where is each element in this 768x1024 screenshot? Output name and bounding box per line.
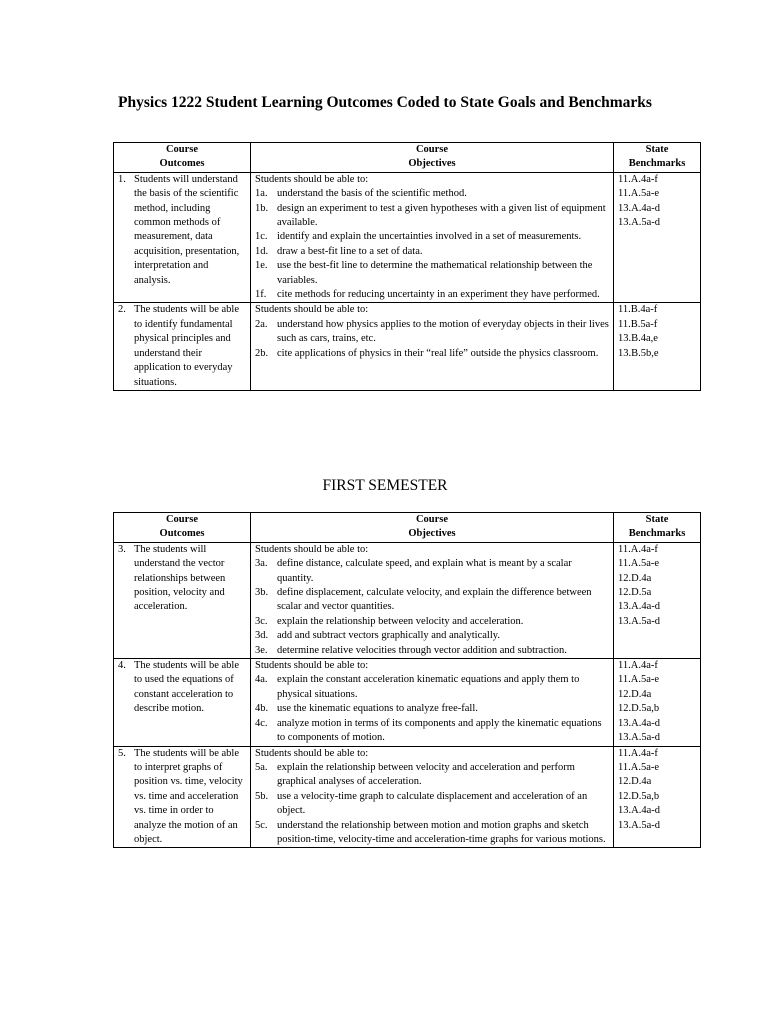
objective-text: define distance, calculate speed, and explain what is meant by a scalar quantity.	[277, 558, 572, 584]
objectives-cell	[251, 172, 614, 303]
benchmark-code: 13.B.4a,e	[618, 333, 658, 345]
objective-item	[255, 790, 609, 819]
benchmark-code: 13.A.5a-d	[618, 819, 660, 831]
objective-code: 4c.	[255, 717, 268, 729]
benchmark-code: 12.D.4a	[618, 688, 652, 700]
table-header-row	[114, 513, 701, 543]
objective-item	[255, 586, 609, 615]
objective-code: 3b.	[255, 587, 269, 599]
outcome-text: The students will understand the vector relationships between position, velocity and acceleration.	[134, 543, 226, 613]
objective-text: identify and explain the uncertainties involved in a set of measurements.	[277, 231, 582, 243]
objective-item	[255, 557, 609, 586]
objective-item	[255, 717, 609, 746]
outcome-number: 3.	[118, 543, 126, 555]
outcome	[118, 747, 246, 848]
outcome-cell	[114, 746, 251, 848]
table-row	[114, 303, 701, 390]
objective-text: understand how physics applies to the motion of everyday objects in their lives such as cars, trains, etc.	[277, 318, 609, 345]
header-course-objectives: Course Objectives	[251, 143, 614, 173]
outcomes-table-1	[113, 142, 701, 391]
benchmark-code: 13.A.4a-d	[618, 717, 660, 729]
objective-code: 1b.	[255, 202, 269, 214]
objective-code: 4a.	[255, 674, 268, 686]
objective-code: 5c.	[255, 819, 268, 831]
objective-item	[255, 187, 609, 201]
objectives-cell	[251, 659, 614, 746]
benchmark-code: 13.A.4a-d	[618, 202, 660, 214]
benchmarks-cell	[614, 659, 701, 746]
objective-item	[255, 673, 609, 702]
section-heading: FIRST SEMESTER	[322, 477, 448, 494]
objective-item	[255, 615, 609, 629]
objective-code: 3c.	[255, 615, 268, 627]
outcome-number: 5.	[118, 747, 126, 759]
objectives-intro: Students should be able to:	[255, 304, 369, 316]
header-course-outcomes: Course Outcomes	[114, 513, 251, 543]
page-title: Physics 1222 Student Learning Outcomes Coded to State Goals and Benchmarks	[118, 94, 652, 111]
objective-item	[255, 245, 609, 259]
objective-code: 3e.	[255, 644, 268, 656]
benchmark-code: 13.B.5b,e	[618, 347, 659, 359]
benchmark-code: 12.D.4a	[618, 572, 652, 584]
objective-text: design an experiment to test a given hypotheses with a given list of equipment available.	[277, 202, 606, 229]
objective-code: 1a.	[255, 188, 268, 200]
objective-code: 1d.	[255, 245, 269, 257]
objective-code: 1e.	[255, 260, 268, 272]
objective-item	[255, 819, 609, 848]
objective-text: add and subtract vectors graphically and analytically.	[277, 630, 500, 642]
benchmark-code: 11.A.5a-e	[618, 188, 660, 200]
header-state-benchmarks: State Benchmarks	[614, 513, 701, 543]
table-header-row	[114, 143, 701, 173]
objective-item	[255, 230, 609, 244]
benchmark-code: 12.D.5a,b	[618, 790, 660, 802]
objective-text: explain the constant acceleration kinematic equations and apply them to physical situations.	[277, 674, 580, 700]
outcome-text: The students will be able to identify fundamental physical principles and understand their application to everyday situations.	[134, 304, 239, 388]
table-row	[114, 172, 701, 303]
objective-code: 2b.	[255, 347, 269, 359]
outcome-text: The students will be able to interpret graphs of position vs. time, velocity vs. time and acceleration vs. time in order to analyze the motion of an object.	[134, 747, 243, 845]
objective-item	[255, 629, 609, 643]
benchmark-code: 11.A.5a-e	[618, 761, 660, 773]
objectives-cell	[251, 746, 614, 848]
benchmark-code: 13.A.4a-d	[618, 601, 660, 613]
outcome-number: 2.	[118, 304, 126, 316]
benchmark-code: 11.A.4a-f	[618, 660, 658, 672]
table-row	[114, 746, 701, 848]
outcome-number: 4.	[118, 660, 126, 672]
header-state-benchmarks: State Benchmarks	[614, 143, 701, 173]
objective-text: determine relative velocities through vector addition and subtraction.	[277, 644, 567, 656]
objective-text: draw a best-fit line to a set of data.	[277, 245, 423, 257]
outcome-cell	[114, 172, 251, 303]
benchmark-code: 13.A.5a-d	[618, 615, 660, 627]
table-row	[114, 659, 701, 746]
objectives-cell	[251, 542, 614, 658]
table-body	[114, 542, 701, 848]
outcome-cell	[114, 542, 251, 658]
outcomes-table-2	[113, 512, 701, 848]
benchmark-code: 11.B.4a-f	[618, 304, 658, 316]
table-row	[114, 542, 701, 658]
objective-item	[255, 202, 609, 231]
objective-text: cite methods for reducing uncertainty in an experiment they have performed.	[277, 289, 600, 301]
benchmarks-cell	[614, 746, 701, 848]
objective-text: understand the basis of the scientific method.	[277, 188, 467, 200]
objective-code: 5b.	[255, 790, 269, 802]
outcome	[118, 173, 246, 288]
objective-item	[255, 259, 609, 288]
objective-item	[255, 761, 609, 790]
objective-code: 1f.	[255, 289, 267, 301]
benchmark-code: 11.A.5a-e	[618, 558, 660, 570]
objective-text: analyze motion in terms of its components and apply the kinematic equations to components of motion.	[277, 717, 602, 744]
objective-code: 5a.	[255, 761, 268, 773]
benchmark-code: 13.A.5a-d	[618, 217, 660, 229]
benchmark-code: 11.A.4a-f	[618, 747, 658, 759]
benchmarks-cell	[614, 303, 701, 390]
objectives-intro: Students should be able to:	[255, 747, 369, 759]
outcome-cell	[114, 303, 251, 390]
objectives-intro: Students should be able to:	[255, 543, 369, 555]
header-course-outcomes: Course Outcomes	[114, 143, 251, 173]
benchmarks-cell	[614, 542, 701, 658]
objective-code: 3d.	[255, 630, 269, 642]
objective-code: 1c.	[255, 231, 268, 243]
benchmark-code: 12.D.5a,b	[618, 703, 660, 715]
benchmark-code: 11.A.4a-f	[618, 173, 658, 185]
objective-code: 3a.	[255, 558, 268, 570]
benchmark-code: 12.D.4a	[618, 776, 652, 788]
benchmark-code: 13.A.5a-d	[618, 732, 660, 744]
objectives-cell	[251, 303, 614, 390]
objective-text: explain the relationship between velocity and acceleration and perform graphical analyses of acceleration.	[277, 761, 575, 788]
objective-text: define displacement, calculate velocity, and explain the difference between scalar and vector quantities.	[277, 587, 592, 613]
outcome-text: The students will be able to used the equations of constant acceleration to describe motion.	[134, 660, 239, 715]
objective-code: 2a.	[255, 318, 268, 330]
objective-code: 4b.	[255, 703, 269, 715]
outcome	[118, 543, 246, 615]
outcome	[118, 303, 246, 389]
outcome-text: Students will understand the basis of the scientific method, including common methods of measurement, data acquisition, presentation, interpretation and analysis.	[134, 173, 240, 286]
outcome-number: 1.	[118, 173, 126, 185]
objective-item	[255, 644, 609, 658]
objective-text: cite applications of physics in their “real life” outside the physics classroom.	[277, 347, 599, 359]
outcome	[118, 659, 246, 717]
objective-text: explain the relationship between velocity and acceleration.	[277, 615, 524, 627]
objective-text: understand the relationship between motion and motion graphs and sketch position-time, velocity-time and acceleration-time graphs for various motions.	[277, 819, 606, 845]
objective-item	[255, 702, 609, 716]
objective-text: use the kinematic equations to analyze free-fall.	[277, 703, 478, 715]
benchmark-code: 13.A.4a-d	[618, 805, 660, 817]
objectives-intro: Students should be able to:	[255, 173, 369, 185]
objective-item	[255, 288, 609, 302]
benchmark-code: 11.B.5a-f	[618, 318, 658, 330]
benchmark-code: 12.D.5a	[618, 587, 652, 599]
outcome-cell	[114, 659, 251, 746]
objective-text: use the best-fit line to determine the mathematical relationship between the variables.	[277, 260, 593, 286]
objectives-intro: Students should be able to:	[255, 660, 369, 672]
table-body	[114, 172, 701, 390]
objective-text: use a velocity-time graph to calculate displacement and acceleration of an object.	[277, 790, 588, 817]
benchmark-code: 11.A.5a-e	[618, 674, 660, 686]
benchmark-code: 11.A.4a-f	[618, 543, 658, 555]
benchmarks-cell	[614, 172, 701, 303]
header-course-objectives: Course Objectives	[251, 513, 614, 543]
objective-item	[255, 347, 609, 361]
objective-item	[255, 318, 609, 347]
